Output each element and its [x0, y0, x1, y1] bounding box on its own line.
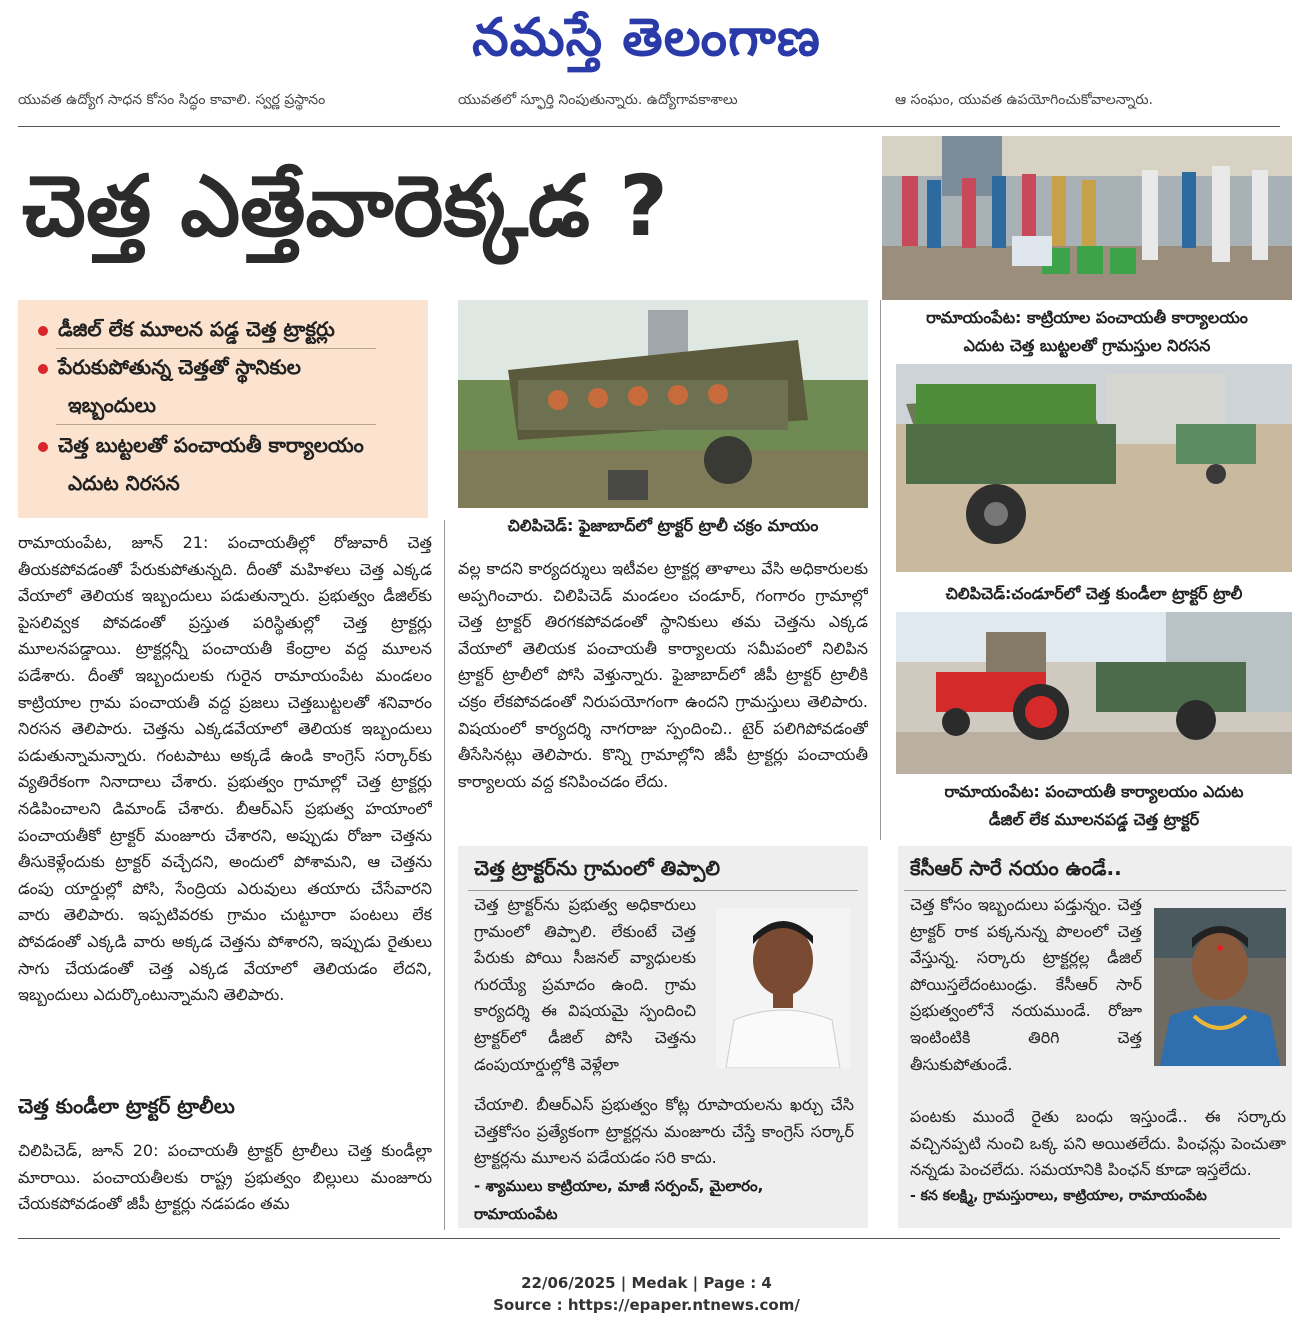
red-tractor-caption	[896, 778, 1292, 834]
top-divider	[18, 126, 1280, 127]
column-divider	[444, 520, 445, 1230]
article-body-col1: రామాయంపేట, జూన్ 21: పంచాయతీల్లో రోజువారీ చెత్త తీయకపోవడంతో పేరుకుపోతున్నది. దీంతో మహిళలు చెత్త ఎక్కడ వేయాలో తెలియక ఇబ్బందులు పడుతున్నారు. ప్రభుత్వం డీజిల్‌కు పైసలివ్వక పోవడంతో ప్రస్తుత పరిస్థితుల్లో చెత్త ట్రాక్టర్లు మూలనపడ్డాయి. ట్రాక్టర్లన్నీ పంచాయతీ కేంద్రాల వద్ద మూలన పడేశారు. దీంతో ఇబ్బందులకు గురైన రామాయంపేట మండలం కాట్రియాల గ్రామ పంచాయతీ వద్ద ప్రజలు చెత్తబుట్టలతో శనివారం నిరసన తెలిపారు. చెత్తను ఎక్కడవేయాలో తెలియక ఇబ్బందులు పడుతున్నామన్నారు. గంటపాటు అక్కడే ఉండి కాంగ్రెస్ సర్కార్‌కు వ్యతిరేకంగా నినాదాలు చేశారు. ప్రభుత్వం గ్రామాల్లో చెత్త ట్రాక్టర్లు నడిపించాలని డిమాండ్ చేశారు. బీఆర్‌ఎస్ ప్రభుత్వ హయాంలో పంచాయతీకో ట్రాక్టర్ మంజూరు చేశారని, అప్పుడు రోజూ చెత్తను తీసుకెళ్లేందుకు ట్రాక్టర్ వచ్చేదని, అందులో పోశామని, ఆ చెత్తను డంపు యార్డుల్లో పోసి, సేంద్రియ ఎరువులు తయారు చేసేవారని వారు తెలిపారు. ఇప్పటివరకు గ్రామం చుట్టూరా పంటలు లేక పోవడంతో ఎక్కడి వారు అక్కడ చెత్తను పోశారని, ఇప్పుడు రైతులు సాగు చేయడంతో చెత్త ఎక్కడ వేయాలో తెలియడం లేదని, ఇబ్బందులు ఎదుర్కొంటున్నామని తెలిపారు.	[18, 533, 432, 1005]
subhead-trolleys: చెత్త కుండీలా ట్రాక్టర్ ట్రాలీలు	[18, 1094, 235, 1118]
protest-caption-line-1: రామాయంపేట: కాట్రియాల పంచాయతీ కార్యాలయం	[926, 308, 1248, 327]
previous-article-strip-col3: ఆ సంఘం, యువత ఉపయోగించుకోవాలన్నారు.	[895, 92, 1153, 108]
newspaper-masthead: నమస్తే తెలంగాణ	[472, 8, 821, 68]
column-divider	[880, 300, 881, 840]
villager-portrait	[1154, 908, 1286, 1066]
highlight-separator	[56, 424, 376, 425]
quote-byline-sarpanch-line-2: రామాయంపేట	[474, 1205, 558, 1223]
trolley-wheel-photo	[458, 300, 868, 508]
quote-byline-villager: - కన కలక్ష్మి, గ్రామస్తురాలు, కాట్రియాల, రామాయంపేట	[910, 1188, 1207, 1204]
previous-article-strip-col1: యువత ఉద్యోగ సాధన కోసం సిద్ధం కావాలి. స్వర్ణ ప్రస్థానం	[18, 92, 326, 108]
quote-box-villager	[898, 846, 1292, 1228]
bullet-dot-icon	[38, 326, 48, 336]
quote-text-sarpanch-top: చెత్త ట్రాక్టర్‌ను ప్రభుత్వ అధికారులు గ్రామంలో తిప్పాలి. లేకుంటే చెత్త పేరుకు పోయి సీజనల్ వ్యాధులకు గురయ్యే ప్రమాదం ఉంది. గ్రామ కార్యదర్శి ఈ విషయమై స్పందించి ట్రాక్టర్‌లో డీజిల్ పోసి చెత్తను డంపుయార్డుల్లోకి వెళ్లేలా	[474, 895, 696, 1074]
quote-byline-sarpanch	[474, 1172, 864, 1228]
quote-byline-sarpanch-line-1: - శ్యాములు కాట్రియాల, మాజీ సర్పంచ్, మైలారం,	[474, 1177, 764, 1195]
quote-title-villager: కేసీఆర్ సారే నయం ఉండే..	[910, 856, 1122, 880]
red-tractor-photo	[896, 612, 1292, 774]
highlight-item-2-cont: ఇబ్బందులు	[68, 393, 156, 417]
quote-text-villager-bottom: పంటకు ముందే రైతు బంధు ఇస్తుండే.. ఈ సర్కారు వచ్చినప్పటి నుంచి ఒక్క పని అయితలేదు. పింఛన్లు పెంచుతా నన్నడు పెంచలేదు. సమయానికి పింఛన్ కూడా ఇస్తలేదు.	[910, 1107, 1286, 1180]
bullet-dot-icon	[38, 442, 48, 452]
epaper-source-link[interactable]: Source : https://epaper.ntnews.com/	[493, 1296, 800, 1314]
quote-title-sarpanch: చెత్త ట్రాక్టర్‌ను గ్రామంలో తిప్పాలి	[474, 856, 721, 880]
bullet-dot-icon	[38, 364, 48, 374]
red-tractor-caption-line-2: డీజిల్ లేక మూలనపడ్డ చెత్త ట్రాక్టర్	[988, 810, 1200, 829]
protest-caption	[882, 304, 1292, 360]
trolley-dump-caption: చిలిపిచెడ్:చండూర్‌లో చెత్త కుండీలా ట్రాక్టర్ ట్రాలీ	[945, 584, 1243, 603]
highlights-box	[18, 300, 428, 518]
article-body-col2: వల్ల కాదని కార్యదర్శులు ఇటీవల ట్రాక్టర్ల తాళాలు వేసి అధికారులకు అప్పగించారు. చిలిపిచెడ్ మండలం చండూర్, గంగారం గ్రామాల్లో చెత్త ట్రాక్టర్ తిరగకపోవడంతో స్థానికులు తమ చెత్తను ఎక్కడ వేయాలో తెలియక పంచాయతీ కార్యాలయ సమీపంలో నిలిపిన ట్రాక్టర్ ట్రాలీలో పోసి వెళ్తున్నారు. ఫైజాబాద్‌లో జీపీ ట్రాక్టర్ ట్రాలీకి చక్రం లేకపోవడంతో నిరుపయోగంగా ఉందని గ్రామస్తులు తెలిపారు. విషయంలో కార్యదర్శి నాగరాజు స్పందించి.. టైర్ పలిగిపోవడంతో తీసేసినట్లు తెలిపారు. కొన్ని గ్రామాల్లోని జీపీ ట్రాక్టర్లు పంచాయతీ కార్యాలయ వద్ద కనిపించడం లేదు.	[458, 559, 868, 791]
sarpanch-portrait	[716, 908, 850, 1068]
quote-title-rule	[904, 890, 1286, 891]
protest-photo	[882, 136, 1292, 300]
highlight-item-3-cont: ఎదుట నిరసన	[68, 471, 180, 495]
bottom-divider	[18, 1238, 1280, 1239]
epaper-date-edition-page: 22/06/2025 | Medak | Page : 4	[521, 1274, 772, 1292]
red-tractor-caption-line-1: రామాయంపేట: పంచాయతీ కార్యాలయం ఎదుట	[944, 782, 1244, 801]
highlight-item-1: డీజిల్ లేక మూలన పడ్డ చెత్త ట్రాక్టర్లు	[38, 310, 418, 348]
quote-text-villager-top: చెత్త కోసం ఇబ్బందులు పడ్తున్నం. చెత్త ట్రాక్టర్ రాక పక్కనున్న పొలంలో చెత్త వేస్తున్న. సర్కారు ట్రాక్టర్లల్ల డీజిల్ పోయిస్తలేదంటుండ్రు. కేసీఆర్ సార్ ప్రభుత్వంలోనే నయముండే. రోజూ ఇంటింటికి తిరిగి చెత్త తీసుకుపోతుండే.	[910, 895, 1142, 1074]
highlight-item-3: చెత్త బుట్టలతో పంచాయతీ కార్యాలయం	[38, 426, 418, 464]
highlight-item-2: పేరుకుపోతున్న చెత్తతో స్థానికుల	[38, 348, 418, 386]
protest-caption-line-2: ఎదుట చెత్త బుట్టలతో గ్రామస్తుల నిరసన	[963, 336, 1211, 355]
quote-text-sarpanch-bottom: చేయాలి. బీఆర్‌ఎస్ ప్రభుత్వం కోట్ల రూపాయలను ఖర్చు చేసి చెత్తకోసం ప్రత్యేకంగా ట్రాక్టర్లను మంజూరు చేస్తే కాంగ్రెస్ సర్కార్ ట్రాక్టర్లను మూలన పడేయడం సరి కాదు.	[474, 1095, 854, 1168]
article-headline: చెత్త ఎత్తేవారెక్కడ ?	[22, 157, 668, 255]
quote-title-rule	[468, 890, 858, 891]
trolley-dump-photo	[896, 364, 1292, 572]
quote-box-sarpanch	[458, 846, 868, 1228]
article-body-col1-part2: చిలిపిచెడ్, జూన్ 20: పంచాయతీ ట్రాక్టర్ ట్రాలీలు చెత్త కుండీల్లా మారాయి. పంచాయతీలకు రాష్ట్ర ప్రభుత్వం బిల్లులు మంజూరు చేయకపోవడంతో జీపీ ట్రాక్టర్లు నడపడం తమ	[18, 1141, 432, 1214]
trolley-wheel-caption: చిలిపిచెడ్: ఫైజాబాద్‌లో ట్రాక్టర్ ట్రాలీ చక్రం మాయం	[507, 516, 819, 535]
previous-article-strip-col2: యువతలో స్ఫూర్తి నింపుతున్నారు. ఉద్యోగావకాశాలు	[458, 92, 738, 108]
